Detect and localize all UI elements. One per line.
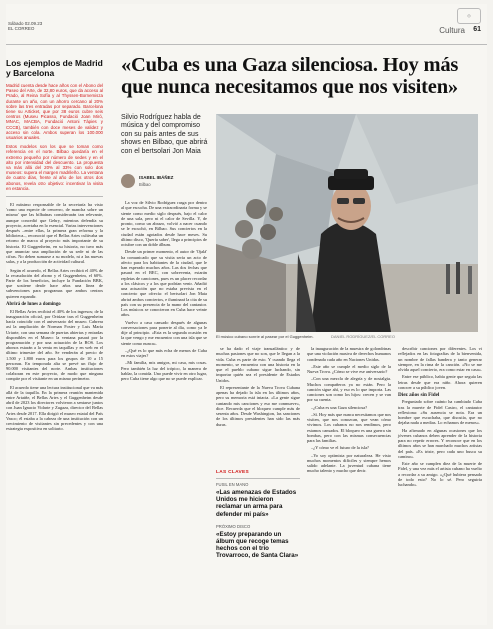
sidebar-box-paragraph: Estos modelos son los que se toman como referencia en el norte. Bilbao quedaría en el extremo pequeño por número de sedes y en el alto por intensidad del descuento. La propuesta va más allá del 20% al 33% con solo dos museos: supera el margen madrileño. La ventana de cuatro días, frente al año de los otros dos abonos, revela otro objetivo: incentivar la visita en estancia. (6, 144, 103, 191)
photo-illustration (216, 114, 478, 332)
section-label: Cultura (439, 26, 465, 35)
paragraph: se ha dado el viaje transatlántico y de muchas pasiones que no son, que le llegan a la vida. Cuba es parte de esto. Y cuando llega el momento, se encuentra con una historia en la que el pueblo cubano sigue luchando, sin importar quién sea el presidente de Estados Unidos. (216, 346, 300, 383)
key-quotes-label: LAS CLAVES (216, 470, 300, 479)
key-quote-topic: PRÓXIMO DISCO (216, 523, 251, 529)
sidebar-divider (6, 196, 103, 197)
paragraph: Este año se cumplen diez de la muerte de Fidel, y una vez más el artista cubano ha vuelto a recordar a su amigo. «¿Qué hubiera pensado de todo esto? No lo sé. Pero seguiría luchando». (398, 461, 482, 487)
article-column-4 (398, 346, 482, 489)
paragraph: Preguntado sobre cuánto ha cambiado Cuba tras la muerte de Fidel Castro, el cantautor reflexiona: «Su ausencia se nota. Era un hombre que escuchaba, que discutía, que no dejaba nada a medias. Lo echamos de menos». (398, 399, 482, 426)
sidebar-box (6, 83, 103, 191)
paragraph: Ha afirmado en algunas ocasiones que los jóvenes cubanos deben aprender de la historia para no repetir errores. Y reconoce que en los últimos años se han marchado muchos artistas del país. «Es triste, pero cada uno busca su camino». (398, 427, 482, 459)
article-intro: Silvio Rodríguez habla de música y del compromiso con su país antes de sus shows en Bilbao, que abrirá con el bertsolari Jon Maia (121, 114, 208, 155)
author-avatar (121, 174, 135, 188)
paragraph: –Este año se cumple el medio siglo de la Nueva Trova. ¿Cómo se vive ese aniversario? (307, 363, 391, 374)
paragraph: –Yo soy optimista por naturaleza. He visto muchos momentos difíciles y siempre hemos salido adelante. La juventud cubana tiene mucho talento y mucho que decir. (307, 452, 391, 474)
key-quotes-box (216, 470, 300, 566)
sidebar-box-paragraph: Madrid cuenta desde hace años con el Abono del Paseo del Arte, de 32,80 euros, que da acceso al Prado, al Reina Sofía y al Thyssen-Bornemisza durante un año, con un ahorro cercano al 20% sobre las tres entradas por separado. Barcelona tiene su Articket, que por 38 euros cubre seis centros (Museu Picasso, Fundació Joan Miró, MNAC, MACBA, Fundació Antoni Tàpies y CCCB), también con doce meses de validez y acceso sin cola. Ambos superan los 100.000 usuarios anuales. (6, 83, 103, 141)
key-quote-topic: FUSIL EN MANO (216, 482, 249, 487)
page-number: 61 (473, 26, 481, 33)
article-column-1 (121, 200, 207, 383)
paragraph: –Mi familia, mis amigos, mi casa, mis cosas. Pero también la luz del trópico, la manera de hablar, la comida. Uno puede vivir en otro lugar, pero Cuba tiene algo que no se puede explicar. (121, 360, 207, 381)
author-name: ISABEL IBÁÑEZ (139, 175, 174, 180)
sidebar-paragraph: El acuerdo tiene una lectura institucional que va más allá de la taquilla. En la primera reunión mantenida entre Artaiñe, el Bellas Artes y el Guggenheim desde abril de 2023 los directores volvieron a sentarse juntos con Juan Ignacio Vidarte y Zugaza, director del Bellas Artes desde 2017. Ella dirigió el museo estatal del País Vasco; él estaba a la cabeza de una institución con un crecimiento de visitantes sin precedentes y con una estrategia expositiva en solitario. (6, 384, 103, 432)
page-header-date (8, 21, 42, 31)
paragraph: –Sí. Hoy más que nunca necesitamos que nos visiten, que nos conozcan, que vean cómo vivimos. Los cubanos no nos rendimos, pero estamos cansados. El bloqueo es una guerra sin bombas, pero con las mismas consecuencias para las familias. (307, 411, 391, 443)
column-subhead: Diez años sin Fidel (398, 392, 440, 398)
sidebar-column (6, 50, 103, 434)
sidebar-title: Los ejemplos de Madrid y Barcelona (6, 58, 103, 78)
paragraph: –Con una mezcla de alegría y de nostalgia. Muchos compañeros ya no están. Pero la canción sigue ahí, y eso es lo que importa. Las canciones son como los hijos: crecen y se van por su cuenta. (307, 376, 391, 403)
article-column-3 (307, 346, 391, 476)
publication-logo-icon: ◎ (457, 8, 481, 24)
paragraph: –¿Qué es lo que más echa de menos de Cuba en estos viajes? (121, 347, 207, 358)
key-quote: «Estoy preparando un álbum que recoge temas hechos con el trío Trovarroco, de Santa Clara» (216, 530, 299, 560)
caption-text: El músico cubano sonríe al pasear por el Guggenheim. (216, 334, 314, 339)
paragraph: describir canciones por diferentes. Los vi reflejados en las fotografías de la bienvenida, un nombre de fallas bandera y tanto generar siempre, en la rima de la canción. «No se me olvida aquel concierto, era como estar en casa». (398, 346, 482, 372)
paragraph: Vuelvo a casa cansado después de algunas conversaciones para ponerte al día, como ya le dije al principio. «Esta es la segunda ocasión en la que vengo y me encuentro con una isla que se siente como nunca». (121, 319, 207, 346)
publication-name: EL CORREO (8, 26, 35, 31)
paragraph: La voz de Silvio Rodríguez rasga por dentro al que escucha. De una extraordinaria forma y se siente como medio siglo después, bajo el calor de una sala, pero ni el calor de Sevilla. Y, de pronto, como un abrazo, volvió a nacer cuando se le escuchó, en Bilbao. Sus conciertos en la ciudad están agotados desde hace meses. Su último disco, 'Quería saber', llega a principios de octubre con un doble álbum. (121, 200, 207, 247)
paragraph: Entre ese público, había gente que seguía las letras desde que era niño. Ahora quieren conocer a su público joven. (398, 374, 482, 390)
sidebar-paragraph: El Bellas Artes recibirá el 40% de los ingresos; de la inauguración oficial, por Ortúzar tras el Guggenheim hacía coincidir con el aniversario del museo. Cabrera así la ampliación de Norman Foster y Luis María Uriarte, con una semana de puertas abiertas y entradas disponibles en el Museo: la ventana pasará por la programación y por una actuación de la BOS. Los abonos estarán a la venta en taquillas y en web en el último trimestre del año. Se venderán al precio de 1.500 y 1.800 euros para los grupos de 10 a 15 personas. En temporada alta se prevé un flujo de 90.000 visitantes del norte. Ambas instituciones colaboran en este proyecto, de modo que ninguna compite por el visitante en un mismo perímetro. (6, 308, 103, 382)
article-headline: «Cuba es una Gaza silenciosa. Hoy más que nunca necesitamos que nos visiten» (121, 54, 459, 98)
paragraph: –¿Cuba es una Gaza silenciosa? (311, 404, 368, 410)
photo-credit: DANIEL RODRÍGUEZ/EL CORREO (331, 334, 395, 339)
paragraph: El representante de la Nueva Trova Cubana apenas ha dejado la isla en los últimos años, pero su memoria está intacta. «La gente sigue cantando mis canciones y eso me conmueve», dice. Recuerda que el bloqueo cumple más de sesenta años. Desde Washington, las sanciones de los últimos presidentes han sido las más duras. (216, 384, 300, 427)
header-rule (6, 44, 487, 45)
key-quote: «Las amenazas de Estados Unidos me hicieron reclamar un arma para defender mi país» (216, 489, 297, 518)
paragraph: –¿Y cómo ve el futuro de la isla? (311, 445, 369, 451)
newspaper-page (6, 4, 487, 625)
author-city: Bilbao (139, 182, 151, 187)
article-column-2 (216, 346, 300, 429)
article-photo (216, 114, 478, 332)
paragraph: Desde un primer momento, el autor de 'Ojalá' ha comunicado que su visita sería un acto de afecto para los habitantes de la ciudad, que le han esperado muchos años. Las dos fechas que pasará en el BEC, con sobreventa, estarán repletas de canciones, pues es un placer recordar a los clásicos y a los que podrían venir. Añadió una actuación que no estaba prevista en el concierto que ofrecía: el bertsolari Jon Maia abrirá ambos conciertos, e iluminará la cita de su país con su presencia de la mano del cantautor. Los músicos se conocieron en Cuba hace veinte años. (121, 249, 207, 318)
photo-caption (216, 334, 478, 339)
sidebar-body (6, 202, 103, 431)
sidebar-paragraph: El máximo responsable de la secretaría ha visto 'como una especie de cencerro, de mancha sobre un mismo' que las bilbaínas considerarán tan relevante, aunque concedió que Gehry, mientras defendía su proyecto, acertaba en lo esencial. Varias intervenciones después –entre ellas, la primera gran reforma y la biblioteca–, reconoció que el Bellas Artes cultivaba un retorno de marca al proyecto más importante de su historia. El Guggenheim, en su historia, no tuvo más que anunciar una ampliación de su sede ni de las cifras. No deben sumarse a su modelo, ni a las nuevas salas, y a la producción de actividad cultural. (6, 202, 103, 265)
paragraph: la inauguración de la muestra de golondrinas que una violación masiva de derechos humanos condenada cada año en Naciones Unidas. (307, 346, 391, 362)
date: Sábado 02.09.23 (8, 21, 43, 26)
sidebar-paragraph: Según el acuerdo, el Bellas Artes recibirá el 40% de la recaudación del abono y el Guggenheim, el 60%. Parte de los beneficios, incluye la Fundación BBK, que sostiene desde hace años una línea de subvenciones para programas que ambos centros quieren expandir. (6, 267, 103, 299)
sidebar-subhead: Abrirá de lunes a domingo (6, 301, 61, 307)
